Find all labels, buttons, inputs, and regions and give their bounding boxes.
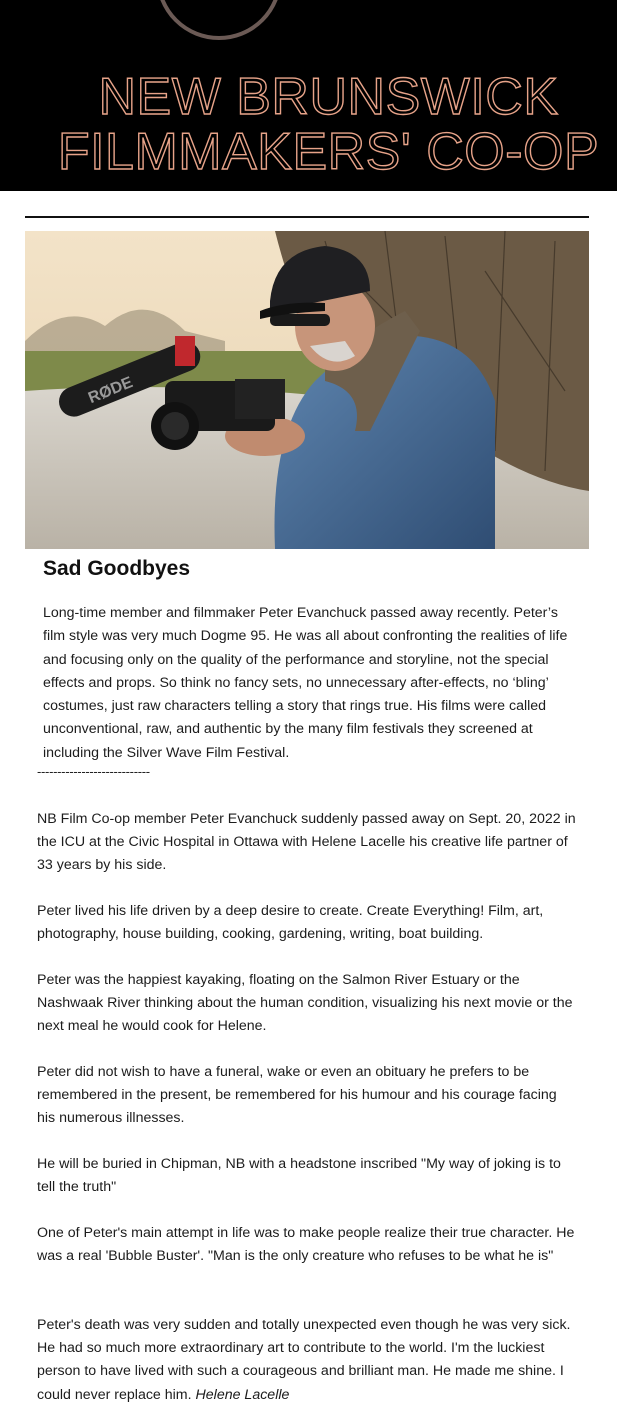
logo-ring-icon <box>156 0 282 40</box>
article-intro: Long-time member and filmmaker Peter Evanchuck passed away recently. Peter’s film style was very much Dogme 95. He was all about confronting the realities of life and focusing only on the quality of the performance and storyline, not the special effects and props. So think no fancy sets, no unnecessary after-effects, no ‘bling’ costumes, just raw characters telling a story that rings true. His films were called unconventional, raw, and authentic by the many film festivals they screened at including the Silver Wave Film Festival. <box>43 605 568 761</box>
article-paragraph: He will be buried in Chipman, NB with a headstone inscribed "My way of joking is to tell the truth" <box>37 1156 561 1196</box>
article-headline: Sad Goodbyes <box>43 557 191 580</box>
article-paragraph: NB Film Co-op member Peter Evanchuck suddenly passed away on Sept. 20, 2022 in the ICU at the Civic Hospital in Ottawa with Helene Lacelle his creative life partner of 33 years by his side. <box>37 811 576 874</box>
header-divider <box>25 216 589 218</box>
site-title-line-2: FILMMAKERS' CO-OP <box>57 123 600 181</box>
article-paragraph-final <box>37 1314 577 1407</box>
mic-brand-label: RØDE <box>86 374 136 408</box>
article-paragraph: Peter did not wish to have a funeral, wake or even an obituary he prefers to be remembered in the present, be remembered for his humour and his courage facing his numerous illnesses. <box>37 1064 557 1127</box>
site-header <box>0 0 617 191</box>
signature: Helene Lacelle <box>195 1386 290 1403</box>
separator-line: ---------------------------- <box>37 764 150 779</box>
article-paragraph: Peter was the happiest kayaking, floating on the Salmon River Estuary or the Nashwaak River thinking about the human condition, visualizing his next movie or the next meal he would cook for Helene. <box>37 972 573 1035</box>
final-paragraph-text: Peter's death was very sudden and totally unexpected even though he was very sick. He had so much more extraordinary art to contribute to the world. I'm the luckiest person to have lived with such a courageous and brilliant man. He made me shine. I could never replace him. <box>37 1317 571 1403</box>
article-photo <box>25 231 589 549</box>
article-paragraph: Peter lived his life driven by a deep desire to create. Create Everything! Film, art, photography, house building, cooking, gardening, writing, boat building. <box>37 903 544 943</box>
article-paragraph: One of Peter's main attempt in life was to make people realize their true character. He was a real 'Bubble Buster'. "Man is the only creature who refuses to be what he is" <box>37 1225 575 1265</box>
site-title-line-1: NEW BRUNSWICK <box>98 68 559 126</box>
